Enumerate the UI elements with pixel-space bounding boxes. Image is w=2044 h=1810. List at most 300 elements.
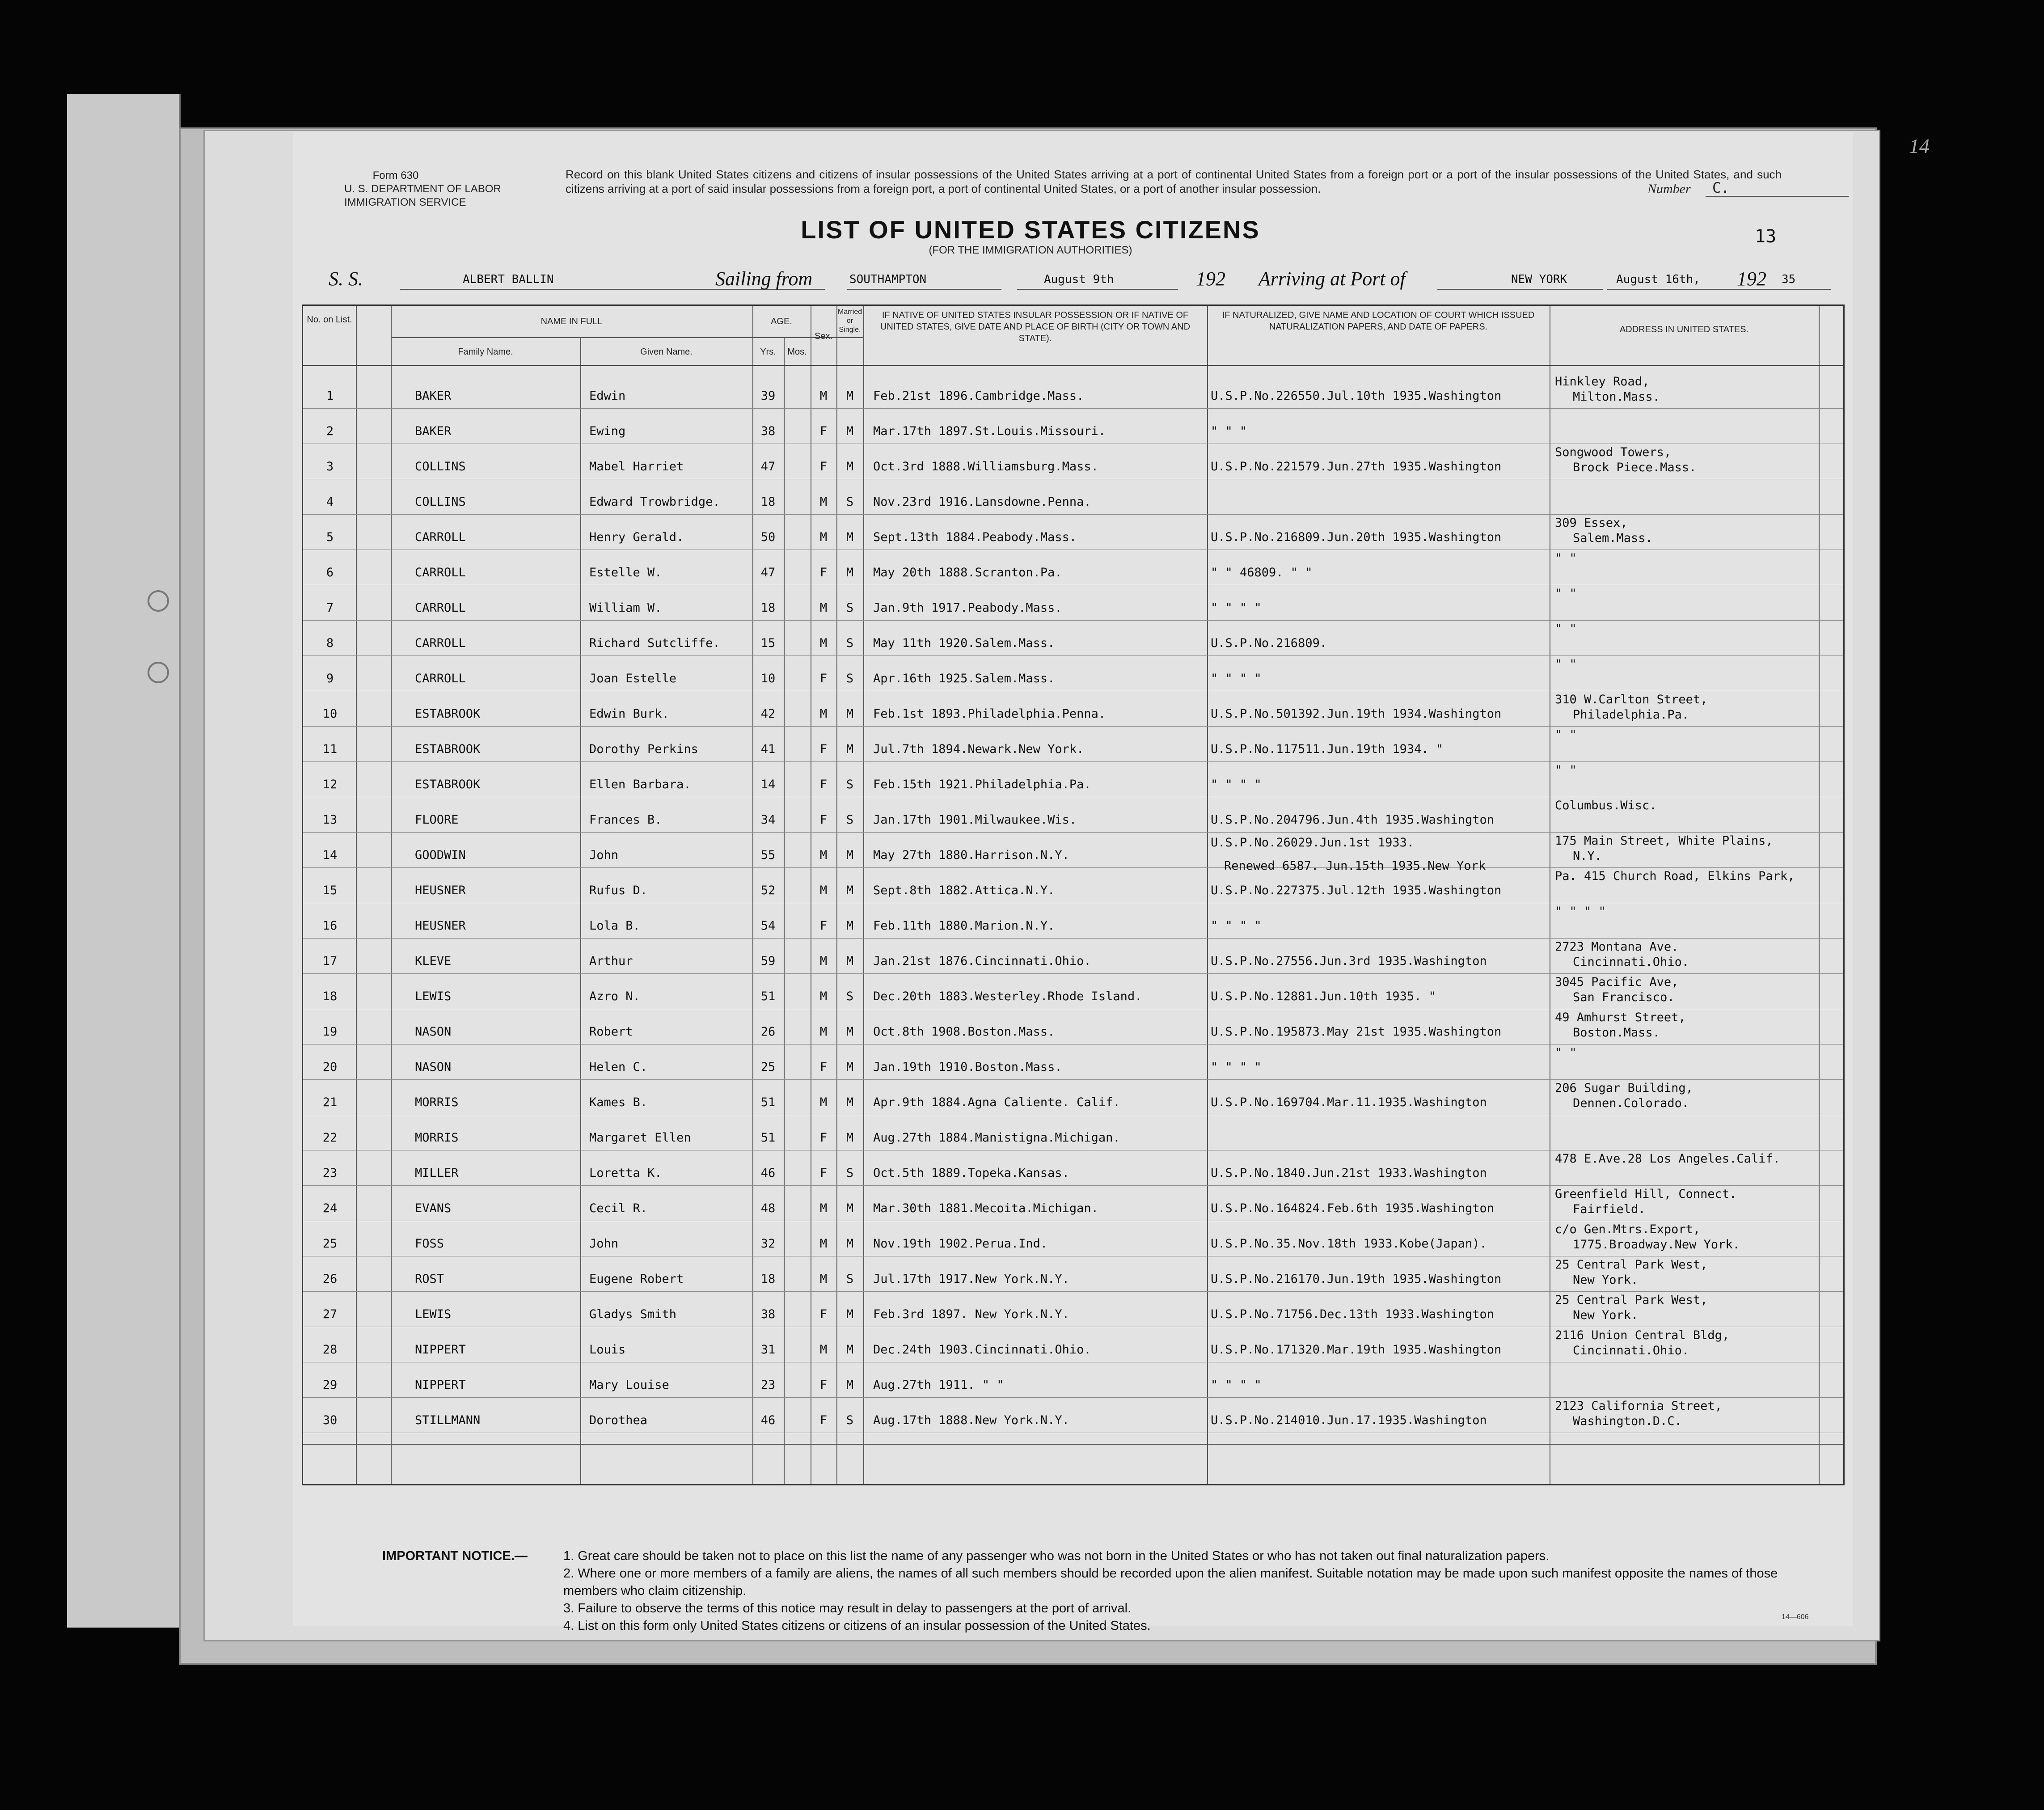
birth-info: Feb.11th 1880.Marion.N.Y.	[873, 919, 1055, 933]
family-name: COLLINS	[415, 460, 466, 474]
row-number: 27	[322, 1307, 338, 1321]
naturalization-info: U.S.P.No.169704.Mar.11.1935.Washington	[1211, 1095, 1487, 1109]
family-name: NASON	[415, 1060, 452, 1074]
sex: M	[819, 1025, 828, 1039]
marital-status: M	[846, 919, 854, 933]
marital-status: S	[846, 672, 854, 685]
arriving-label: Arriving at Port of	[1258, 268, 1406, 290]
table-row	[303, 798, 1843, 833]
table-row	[303, 904, 1843, 939]
birth-info: Oct.8th 1908.Boston.Mass.	[873, 1025, 1055, 1039]
row-number: 21	[322, 1095, 338, 1109]
number-underline	[1706, 196, 1849, 197]
naturalization-info: U.S.P.No.214010.Jun.17.1935.Washington	[1211, 1413, 1487, 1427]
sex: M	[819, 1201, 828, 1215]
given-name: Arthur	[589, 954, 633, 968]
row-number: 22	[322, 1131, 338, 1145]
table-row	[303, 833, 1843, 873]
given-name: Henry Gerald.	[589, 530, 684, 544]
row-number: 1	[326, 389, 334, 403]
sex: M	[819, 1272, 828, 1286]
table-row	[303, 1151, 1843, 1186]
age-years: 39	[760, 389, 776, 403]
address-line-2: Boston.Mass.	[1573, 1026, 1660, 1040]
sex: F	[819, 1166, 828, 1180]
header-bottom	[303, 365, 1843, 366]
notice-item: 3. Failure to observe the terms of this notice may result in delay to passengers at the port of arrival.	[563, 1601, 1132, 1615]
arrival-port: NEW YORK	[1511, 273, 1567, 286]
given-name: Lola B.	[589, 919, 640, 933]
birth-info: Jan.17th 1901.Milwaukee.Wis.	[873, 813, 1077, 827]
sailing-date: August 9th	[1044, 273, 1114, 286]
marital-status: M	[846, 848, 854, 862]
row-rule	[303, 832, 1843, 833]
family-name: NIPPERT	[415, 1378, 466, 1392]
address-line-2: New York.	[1573, 1308, 1639, 1322]
address-line-1: Pa. 415 Church Road, Elkins Park,	[1555, 869, 1795, 883]
family-name: BAKER	[415, 389, 452, 403]
marital-status: M	[846, 1343, 854, 1357]
birth-info: Jan.9th 1917.Peabody.Mass.	[873, 601, 1062, 615]
ss-label: S. S.	[329, 268, 363, 290]
row-number: 3	[326, 460, 334, 474]
col-age: AGE.	[771, 317, 792, 326]
birth-info: Sept.8th 1882.Attica.N.Y.	[873, 884, 1055, 897]
family-name: KLEVE	[415, 954, 452, 968]
given-name: Helen C.	[589, 1060, 648, 1074]
naturalization-info: U.S.P.No.164824.Feb.6th 1935.Washington	[1211, 1201, 1494, 1215]
sex: M	[819, 848, 828, 862]
given-name: Mabel Harriet	[589, 460, 684, 474]
table-bottom-rule	[303, 1444, 1843, 1445]
naturalization-info: U.S.P.No.12881.Jun.10th 1935. "	[1211, 990, 1436, 1003]
col-yrs: Yrs.	[760, 347, 776, 357]
table-row	[303, 1398, 1843, 1434]
table-row	[303, 586, 1843, 621]
age-years: 51	[760, 1095, 776, 1109]
address-line-1: 175 Main Street, White Plains,	[1555, 834, 1773, 848]
age-years: 41	[760, 742, 776, 756]
year-printed: 192	[1196, 268, 1225, 290]
table-row	[303, 1328, 1843, 1363]
age-years: 25	[760, 1060, 776, 1074]
marital-status: M	[846, 1131, 854, 1145]
address-line-2: Dennen.Colorado.	[1573, 1096, 1689, 1110]
given-name: Edwin	[589, 389, 626, 403]
row-number: 16	[322, 919, 338, 933]
page-title: LIST OF UNITED STATES CITIZENS	[801, 216, 1260, 244]
birth-info: Nov.23rd 1916.Lansdowne.Penna.	[873, 495, 1091, 509]
table-row	[303, 868, 1843, 904]
age-years: 47	[760, 566, 776, 579]
birth-info: May 11th 1920.Salem.Mass.	[873, 636, 1055, 650]
family-name: CARROLL	[415, 672, 466, 685]
sex: M	[819, 707, 828, 721]
given-name: John	[589, 1237, 619, 1251]
row-number: 17	[322, 954, 338, 968]
given-name: Estelle W.	[589, 566, 662, 579]
sex: F	[819, 778, 828, 791]
naturalization-info: U.S.P.No.117511.Jun.19th 1934. "	[1211, 742, 1444, 756]
naturalization-info: " " "	[1211, 424, 1247, 438]
punch-ring	[148, 590, 169, 612]
family-name: GOODWIN	[415, 848, 466, 862]
birth-info: Oct.3rd 1888.Williamsburg.Mass.	[873, 460, 1098, 474]
marital-status: M	[846, 530, 854, 544]
row-rule	[303, 1044, 1843, 1045]
age-years: 10	[760, 672, 776, 685]
row-number: 19	[322, 1025, 338, 1039]
birth-info: Apr.9th 1884.Agna Caliente. Calif.	[873, 1095, 1120, 1109]
marital-status: M	[846, 389, 854, 403]
age-years: 51	[760, 1131, 776, 1145]
given-name: Edwin Burk.	[589, 707, 669, 721]
given-name: Gladys Smith	[589, 1307, 677, 1321]
address-line-1: 478 E.Ave.28 Los Angeles.Calif.	[1555, 1152, 1780, 1166]
sex: F	[819, 460, 828, 474]
row-number: 15	[322, 884, 338, 897]
age-years: 54	[760, 919, 776, 933]
sailing-label: Sailing from	[715, 268, 813, 290]
col-address: ADDRESS IN UNITED STATES.	[1619, 325, 1749, 334]
age-years: 48	[760, 1201, 776, 1215]
address-line-1: Greenfield Hill, Connect.	[1555, 1187, 1737, 1201]
family-name: FLOORE	[415, 813, 459, 827]
birth-info: Jan.19th 1910.Boston.Mass.	[873, 1060, 1062, 1074]
marital-status: M	[846, 1201, 854, 1215]
age-years: 18	[760, 495, 776, 509]
age-years: 32	[760, 1237, 776, 1251]
given-name: Robert	[589, 1025, 633, 1039]
arrival-year-printed: 192	[1737, 268, 1766, 290]
notice-items	[563, 1548, 1833, 1635]
family-name: CARROLL	[415, 530, 466, 544]
naturalization-info: " " " "	[1211, 1060, 1262, 1074]
marital-status: S	[846, 601, 854, 615]
family-name: CARROLL	[415, 566, 466, 579]
given-name: Eugene Robert	[589, 1272, 684, 1286]
row-rule	[303, 938, 1843, 939]
naturalization-info: U.S.P.No.71756.Dec.13th 1933.Washington	[1211, 1307, 1494, 1321]
marital-status: S	[846, 1413, 854, 1427]
age-years: 18	[760, 1272, 776, 1286]
punch-ring	[148, 662, 169, 683]
row-number: 7	[326, 601, 334, 615]
birth-info: Jul.17th 1917.New York.N.Y.	[873, 1272, 1069, 1286]
marital-status: M	[846, 566, 854, 579]
table-row	[303, 1186, 1843, 1222]
naturalization-info: U.S.P.No.1840.Jun.21st 1933.Washington	[1211, 1166, 1487, 1180]
birth-info: Oct.5th 1889.Topeka.Kansas.	[873, 1166, 1069, 1180]
birth-info: Feb.3rd 1897. New York.N.Y.	[873, 1307, 1069, 1321]
table-row	[303, 1080, 1843, 1116]
marital-status: M	[846, 742, 854, 756]
service: IMMIGRATION SERVICE	[344, 196, 466, 208]
address-line-1: " " " "	[1555, 905, 1606, 918]
row-rule	[303, 1291, 1843, 1292]
row-rule	[303, 1185, 1843, 1186]
table-row	[303, 1292, 1843, 1328]
col-given-name: Given Name.	[640, 347, 693, 357]
row-rule	[303, 1397, 1843, 1398]
binder-strip	[67, 94, 181, 1628]
row-rule	[303, 1079, 1843, 1080]
sex: M	[819, 601, 828, 615]
age-years: 31	[760, 1343, 776, 1357]
age-years: 23	[760, 1378, 776, 1392]
row-number: 14	[322, 848, 338, 862]
marital-status: M	[846, 884, 854, 897]
notice-item: 2. Where one or more members of a family are aliens, the names of all such members should be recorded upon the alien manifest. Suitable notation may be made upon such manifest opposite the names of those members who claim citizenship.	[563, 1566, 1778, 1598]
given-name: Cecil R.	[589, 1201, 648, 1215]
birth-info: Nov.19th 1902.Perua.Ind.	[873, 1237, 1048, 1251]
notice-item: 4. List on this form only United States citizens or citizens of an insular possession of the United States.	[563, 1619, 1151, 1633]
header-divider	[391, 337, 863, 338]
sex: F	[819, 742, 828, 756]
age-years: 46	[760, 1413, 776, 1427]
row-number: 29	[322, 1378, 338, 1392]
family-name: LEWIS	[415, 990, 452, 1003]
naturalization-info: U.S.P.No.501392.Jun.19th 1934.Washington	[1211, 707, 1502, 721]
notice-label: IMPORTANT NOTICE.—	[382, 1549, 528, 1563]
given-name: Dorothy Perkins	[589, 742, 698, 756]
col-family-name: Family Name.	[458, 347, 513, 357]
department: U. S. DEPARTMENT OF LABOR	[344, 183, 501, 195]
sex: M	[819, 990, 828, 1003]
row-number: 10	[322, 707, 338, 721]
address-line-1: " "	[1555, 657, 1577, 671]
number-label: Number	[1647, 182, 1691, 196]
marital-status: S	[846, 636, 854, 650]
row-number: 13	[322, 813, 338, 827]
col-native-birth: IF NATIVE OF UNITED STATES INSULAR POSSESSION OR IF NATIVE OF UNITED STATES, GIVE DATE AND PLACE OF BIRTH (CITY OR TOWN AND STATE).	[880, 310, 1191, 343]
family-name: HEUSNER	[415, 919, 466, 933]
table-row	[303, 515, 1843, 550]
address-line-1: Songwood Towers,	[1555, 445, 1672, 459]
age-years: 47	[760, 460, 776, 474]
citizen-list-form	[293, 132, 1853, 1633]
address-line-1: " "	[1555, 763, 1577, 777]
address-line-1: Columbus.Wisc.	[1555, 799, 1657, 812]
naturalization-info: U.S.P.No.227375.Jul.12th 1935.Washington	[1211, 884, 1502, 897]
address-line-2: Cincinnati.Ohio.	[1573, 955, 1689, 969]
sex: F	[819, 1378, 828, 1392]
table-row	[303, 692, 1843, 727]
birth-info: Dec.20th 1883.Westerley.Rhode Island.	[873, 990, 1142, 1003]
address-line-1: " "	[1555, 551, 1577, 565]
given-name: Louis	[589, 1343, 626, 1357]
address-line-2: San Francisco.	[1573, 990, 1675, 1004]
naturalization-info: " " " "	[1211, 778, 1262, 791]
given-name: Joan Estelle	[589, 672, 677, 685]
family-name: ROST	[415, 1272, 444, 1286]
arrival-date: August 16th,	[1616, 273, 1700, 286]
address-line-1: Hinkley Road,	[1555, 375, 1650, 389]
address-line-1: 25 Central Park West,	[1555, 1258, 1708, 1272]
table-row	[303, 974, 1843, 1010]
table-row	[303, 480, 1843, 515]
marital-status: M	[846, 954, 854, 968]
row-number: 18	[322, 990, 338, 1003]
row-number: 25	[322, 1237, 338, 1251]
family-name: EVANS	[415, 1201, 452, 1215]
given-name: Kames B.	[589, 1095, 648, 1109]
marital-status: M	[846, 1307, 854, 1321]
birth-info: Aug.17th 1888.New York.N.Y.	[873, 1413, 1069, 1427]
sex: F	[819, 424, 828, 438]
marital-status: M	[846, 1025, 854, 1039]
family-name: BAKER	[415, 424, 452, 438]
naturalization-info: " " 46809. " "	[1211, 566, 1313, 579]
sex: F	[819, 1307, 828, 1321]
sex: M	[819, 884, 828, 897]
sex: F	[819, 813, 828, 827]
page-subtitle: (FOR THE IMMIGRATION AUTHORITIES)	[929, 244, 1132, 256]
table-row	[303, 621, 1843, 656]
row-rule	[303, 514, 1843, 515]
sex: F	[819, 1131, 828, 1145]
table-row	[303, 374, 1843, 409]
age-years: 26	[760, 1025, 776, 1039]
naturalization-info: U.S.P.No.26029.Jun.1st 1933.	[1211, 836, 1415, 850]
age-years: 52	[760, 884, 776, 897]
age-years: 46	[760, 1166, 776, 1180]
row-number: 24	[322, 1201, 338, 1215]
age-years: 51	[760, 990, 776, 1003]
table-row	[303, 444, 1843, 480]
row-number: 9	[326, 672, 334, 685]
marital-status: S	[846, 1272, 854, 1286]
naturalization-info: U.S.P.No.171320.Mar.19th 1935.Washington	[1211, 1343, 1502, 1357]
birth-info: Dec.24th 1903.Cincinnati.Ohio.	[873, 1343, 1091, 1357]
naturalization-info: " " " "	[1211, 672, 1262, 685]
address-line-1: 25 Central Park West,	[1555, 1293, 1708, 1307]
arrival-port-underline	[1437, 289, 1603, 290]
margin-annotation: 14	[1909, 135, 1930, 157]
table-row	[303, 409, 1843, 444]
sailing-port: SOUTHAMPTON	[849, 273, 927, 286]
col-naturalized: IF NATURALIZED, GIVE NAME AND LOCATION OF COURT WHICH ISSUED NATURALIZATION PAPERS, AND DATE OF PAPERS.	[1222, 310, 1535, 332]
birth-info: Feb.15th 1921.Philadelphia.Pa.	[873, 778, 1091, 791]
table-row	[303, 1116, 1843, 1151]
address-line-1: 206 Sugar Building,	[1555, 1081, 1693, 1095]
address-line-1: 2723 Montana Ave.	[1555, 940, 1679, 954]
row-number: 12	[322, 778, 338, 791]
birth-info: Aug.27th 1911. " "	[873, 1378, 1004, 1392]
address-line-2: Brock Piece.Mass.	[1573, 461, 1697, 474]
table-row	[303, 1222, 1843, 1257]
row-rule	[303, 761, 1843, 762]
address-line-1: 3045 Pacific Ave,	[1555, 975, 1679, 989]
table-row	[303, 939, 1843, 974]
birth-info: Aug.27th 1884.Manistigna.Michigan.	[873, 1131, 1120, 1145]
age-years: 38	[760, 1307, 776, 1321]
age-years: 34	[760, 813, 776, 827]
form-number: Form 630	[372, 169, 419, 182]
naturalization-info: U.S.P.No.216170.Jun.19th 1935.Washington	[1211, 1272, 1502, 1286]
table-row	[303, 1010, 1843, 1045]
row-number: 30	[322, 1413, 338, 1427]
address-line-1: 310 W.Carlton Street,	[1555, 693, 1708, 706]
address-line-2: Milton.Mass.	[1573, 390, 1660, 404]
address-line-1: " "	[1555, 587, 1577, 601]
given-name: Rufus D.	[589, 884, 648, 897]
birth-info: May 27th 1880.Harrison.N.Y.	[873, 848, 1069, 862]
marital-status: M	[846, 1095, 854, 1109]
birth-info: Mar.30th 1881.Mecoita.Michigan.	[873, 1201, 1098, 1215]
family-name: MILLER	[415, 1166, 459, 1180]
row-number: 11	[322, 742, 338, 756]
family-name: CARROLL	[415, 636, 466, 650]
age-years: 50	[760, 530, 776, 544]
family-name: HEUSNER	[415, 884, 466, 897]
table-row	[303, 656, 1843, 692]
age-years: 42	[760, 707, 776, 721]
given-name: Ellen Barbara.	[589, 778, 691, 791]
arrival-year-typed: 35	[1782, 273, 1796, 286]
col-married-single: Married or Single.	[837, 308, 862, 334]
given-name: Frances B.	[589, 813, 662, 827]
age-years: 15	[760, 636, 776, 650]
naturalization-info: U.S.P.No.226550.Jul.10th 1935.Washington	[1211, 389, 1502, 403]
row-number: 5	[326, 530, 334, 544]
family-name: COLLINS	[415, 495, 466, 509]
form-identifier	[344, 169, 501, 209]
port-underline	[847, 289, 1001, 290]
sex: F	[819, 566, 828, 579]
address-line-1: 309 Essex,	[1555, 516, 1628, 530]
address-line-2: Fairfield.	[1573, 1202, 1646, 1216]
birth-info: Sept.13th 1884.Peabody.Mass.	[873, 530, 1077, 544]
record-notice: Record on this blank United States citizens and citizens of insular possessions of the United States arriving at a port of continental United States from a foreign port or a port of the insular possessions of the United States, and such citizens arriving at a port of said insular possessions from a foreign port, a port of continental United States, or a port of another insular possession.	[566, 168, 1782, 195]
age-years: 14	[760, 778, 776, 791]
birth-info: Feb.21st 1896.Cambridge.Mass.	[873, 389, 1084, 403]
number-value: C.	[1712, 179, 1730, 196]
col-name-in-full: NAME IN FULL	[541, 317, 603, 326]
birth-info: Apr.16th 1925.Salem.Mass.	[873, 672, 1055, 685]
stamp-number: 14—606	[1782, 1613, 1809, 1621]
naturalization-renewal: Renewed 6587. Jun.15th 1935.New York	[1224, 859, 1486, 873]
address-line-1: 49 Amhurst Street,	[1555, 1011, 1686, 1024]
age-years: 38	[760, 424, 776, 438]
table-row	[303, 1045, 1843, 1080]
given-name: Loretta K.	[589, 1166, 662, 1180]
family-name: MORRIS	[415, 1095, 459, 1109]
naturalization-info: U.S.P.No.27556.Jun.3rd 1935.Washington	[1211, 954, 1487, 968]
table-row	[303, 762, 1843, 798]
marital-status: S	[846, 813, 854, 827]
address-line-2: New York.	[1573, 1273, 1639, 1287]
given-name: Dorothea	[589, 1413, 648, 1427]
sex: M	[819, 530, 828, 544]
address-line-2: Philadelphia.Pa.	[1573, 708, 1689, 722]
arrival-date-underline	[1607, 289, 1831, 290]
address-line-1: 2116 Union Central Bldg,	[1555, 1328, 1730, 1342]
address-line-2: 1775.Broadway.New York.	[1573, 1238, 1740, 1252]
given-name: Richard Sutcliffe.	[589, 636, 720, 650]
row-rule	[303, 867, 1843, 868]
voyage-row	[293, 266, 1853, 293]
naturalization-info: U.S.P.No.195873.May 21st 1935.Washington	[1211, 1025, 1502, 1039]
given-name: Mary Louise	[589, 1378, 669, 1392]
family-name: STILLMANN	[415, 1413, 481, 1427]
marital-status: S	[846, 495, 854, 509]
table-row	[303, 550, 1843, 586]
naturalization-info: " " " "	[1211, 1378, 1262, 1392]
sex: M	[819, 1237, 828, 1251]
row-number: 20	[322, 1060, 338, 1074]
given-name: Margaret Ellen	[589, 1131, 691, 1145]
